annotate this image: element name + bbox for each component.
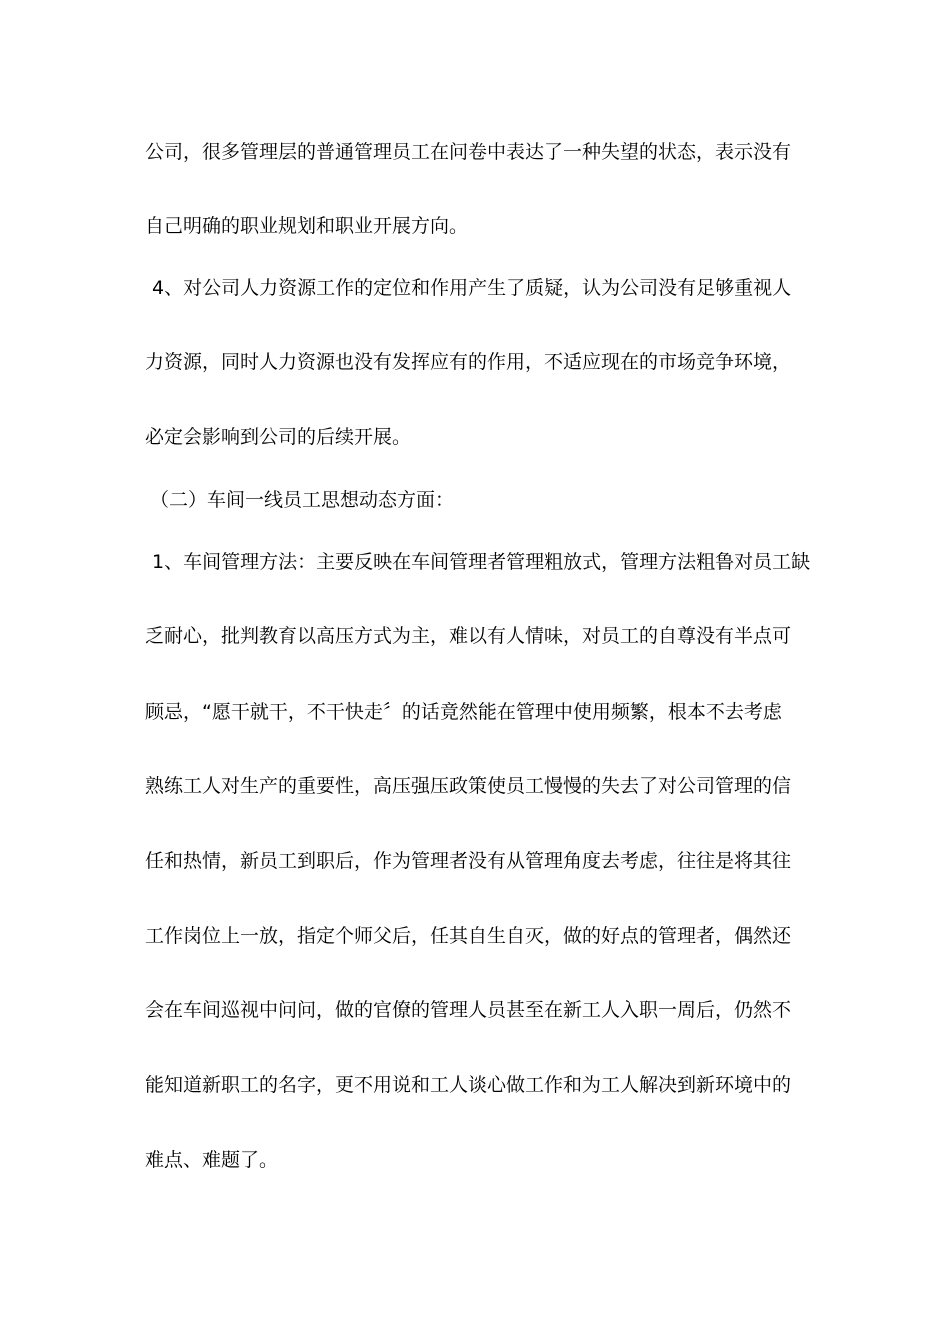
paragraph-line: 能知道新职工的名字，更不用说和工人谈心做工作和为工人解决到新环境中的 <box>145 1074 792 1096</box>
section-heading: （二）车间一线员工思想动态方面： <box>150 489 455 511</box>
paragraph-line: 4、对公司人力资源工作的定位和作用产生了质疑，认为公司没有足够重视人 <box>152 277 792 299</box>
paragraph-line: 工作岗位上一放，指定个师父后，任其自生自灭，做的好点的管理者，偶然还 <box>145 925 792 947</box>
paragraph-line: 难点、难题了。 <box>145 1149 279 1171</box>
paragraph-line: 力资源，同时人力资源也没有发挥应有的作用，不适应现在的市场竞争环境， <box>145 351 792 373</box>
paragraph-line: 顾忌，“愿干就干，不干快走〞的话竟然能在管理中使用频繁，根本不去考虑 <box>145 701 782 723</box>
paragraph-line: 1、车间管理方法：主要反映在车间管理者管理粗放式，管理方法粗鲁对员工缺 <box>152 551 811 573</box>
paragraph-line: 乏耐心，批判教育以高压方式为主，难以有人情味，对员工的自尊没有半点可 <box>145 625 792 647</box>
paragraph-line: 公司，很多管理层的普通管理员工在问卷中表达了一种失望的状态，表示没有 <box>145 141 792 163</box>
paragraph-line: 熟练工人对生产的重要性，高压强压政策使员工慢慢的失去了对公司管理的信 <box>145 775 792 797</box>
paragraph-line: 任和热情，新员工到职后，作为管理者没有从管理角度去考虑，往往是将其往 <box>145 850 792 872</box>
paragraph-line: 会在车间巡视中问问，做的官僚的管理人员甚至在新工人入职一周后，仍然不 <box>145 999 792 1021</box>
paragraph-line: 必定会影响到公司的后续开展。 <box>145 426 412 448</box>
paragraph-line: 自己明确的职业规划和职业开展方向。 <box>145 215 469 237</box>
